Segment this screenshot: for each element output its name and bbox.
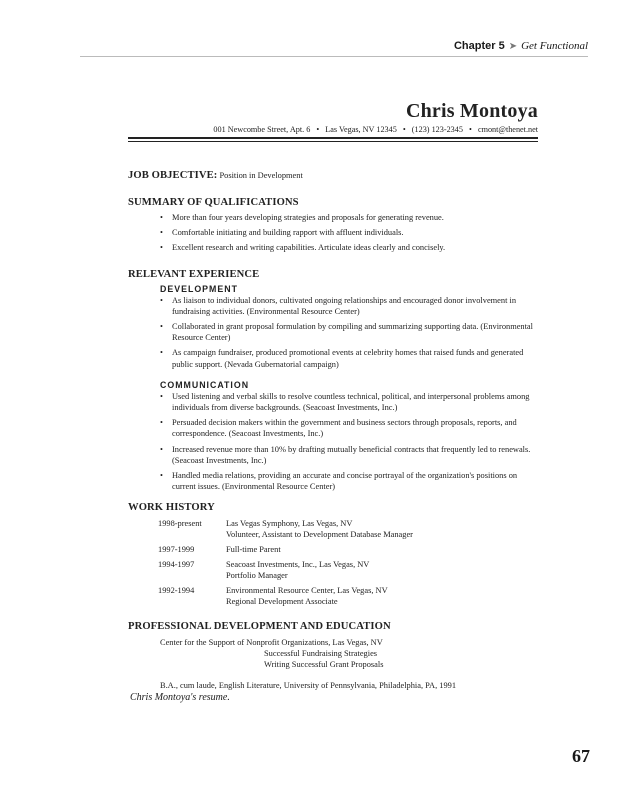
table-row bbox=[158, 529, 413, 540]
communication-subheading: COMMUNICATION bbox=[160, 379, 250, 390]
education-course: Successful Fundraising Strategies bbox=[264, 649, 378, 659]
experience-item: • As campaign fundraiser, produced promotional events at celebrity homes that raised funds and generated public support. (Nevada Gubernatorial campaign) bbox=[160, 347, 538, 369]
experience-heading: RELEVANT EXPERIENCE bbox=[128, 268, 260, 280]
resume-figure bbox=[128, 100, 538, 691]
table-row bbox=[158, 570, 413, 581]
education-section bbox=[128, 621, 538, 691]
job-objective bbox=[128, 170, 538, 181]
education-degree: B.A., cum laude, English Literature, University of Pennsylvania, Philadelphia, PA, 1991 bbox=[160, 681, 457, 691]
resume-name: Chris Montoya bbox=[405, 100, 538, 122]
work-history-table bbox=[158, 518, 413, 607]
summary-item: • Excellent research and writing capabilities. Articulate ideas clearly and concisely. bbox=[160, 242, 538, 253]
table-row bbox=[158, 596, 413, 607]
education-heading: PROFESSIONAL DEVELOPMENT AND EDUCATION bbox=[128, 621, 391, 633]
work-employer: Environmental Resource Center, Las Vegas, NV bbox=[226, 586, 388, 596]
experience-section bbox=[128, 269, 538, 493]
work-history-heading: WORK HISTORY bbox=[128, 502, 215, 514]
experience-item: • Persuaded decision makers within the government and business sectors through proposals, reports, and correspondence. (Seacoast Investments, Inc.) bbox=[160, 417, 538, 439]
running-header bbox=[454, 40, 588, 52]
page-number: 67 bbox=[572, 746, 590, 766]
table-row bbox=[158, 518, 413, 529]
table-row bbox=[158, 559, 413, 570]
contact-address: 001 Newcombe Street, Apt. 6 bbox=[213, 125, 311, 134]
education-center: Center for the Support of Nonprofit Organizations, Las Vegas, NV bbox=[160, 638, 383, 648]
work-years: 1998-present bbox=[158, 519, 202, 529]
objective-text: Position in Development bbox=[219, 171, 303, 180]
experience-item: • Handled media relations, providing an accurate and concise portrayal of the organization's positions on current issues. (Environmental Resource Center) bbox=[160, 470, 538, 492]
experience-item: • Increased revenue more than 10% by drafting mutually beneficial contracts that frequently led to renewals. (Seacoast Investments, Inc.) bbox=[160, 444, 538, 466]
summary-item: • More than four years developing strategies and proposals for generating revenue. bbox=[160, 212, 538, 223]
objective-heading: JOB OBJECTIVE: bbox=[128, 170, 218, 181]
name-rule-thick bbox=[128, 137, 538, 139]
chapter-label: Chapter 5 bbox=[453, 40, 505, 52]
arrow-icon: ➤ bbox=[508, 40, 518, 52]
work-employer: Full-time Parent bbox=[226, 545, 281, 555]
table-row bbox=[158, 544, 413, 555]
work-role: Volunteer, Assistant to Development Database Manager bbox=[226, 530, 413, 540]
work-employer: Seacoast Investments, Inc., Las Vegas, NV bbox=[226, 560, 370, 570]
bullet-separator: • bbox=[469, 125, 472, 134]
experience-item: • Used listening and verbal skills to resolve countless technical, political, and interpersonal problems among individuals from diverse backgrounds. (Seacoast Investments, Inc.) bbox=[160, 391, 538, 413]
bullet-separator: • bbox=[316, 125, 320, 134]
figure-caption: Chris Montoya's resume. bbox=[130, 692, 230, 703]
work-history-section bbox=[128, 502, 538, 607]
name-rule-thin bbox=[128, 141, 538, 142]
work-years: 1997-1999 bbox=[158, 545, 195, 555]
experience-item: • As liaison to individual donors, cultivated ongoing relationships and encouraged donor involvement in fundraising activities. (Environmental Resource Center) bbox=[160, 295, 538, 317]
education-body bbox=[160, 637, 538, 691]
summary-heading: SUMMARY OF QUALIFICATIONS bbox=[128, 197, 299, 208]
summary-item: • Comfortable initiating and building rapport with affluent individuals. bbox=[160, 227, 538, 238]
work-role: Regional Development Associate bbox=[226, 597, 338, 607]
table-row bbox=[158, 585, 413, 596]
contact-phone: (123) 123-2345 bbox=[411, 125, 463, 134]
contact-line bbox=[128, 125, 538, 134]
work-employer: Las Vegas Symphony, Las Vegas, NV bbox=[226, 519, 353, 529]
header-divider bbox=[80, 56, 588, 57]
development-subheading: DEVELOPMENT bbox=[160, 283, 238, 294]
education-course: Writing Successful Grant Proposals bbox=[264, 660, 384, 670]
work-role: Portfolio Manager bbox=[226, 571, 288, 581]
contact-email: cmont@thenet.net bbox=[477, 125, 538, 134]
summary-section bbox=[128, 197, 538, 254]
work-years: 1994-1997 bbox=[158, 560, 195, 570]
chapter-title: Get Functional bbox=[521, 40, 588, 52]
experience-item: • Collaborated in grant proposal formulation by compiling and summarizing supporting data. (Environmental Resource Center) bbox=[160, 321, 538, 343]
contact-city: Las Vegas, NV 12345 bbox=[325, 125, 397, 134]
work-years: 1992-1994 bbox=[158, 586, 195, 596]
bullet-separator: • bbox=[402, 125, 406, 134]
